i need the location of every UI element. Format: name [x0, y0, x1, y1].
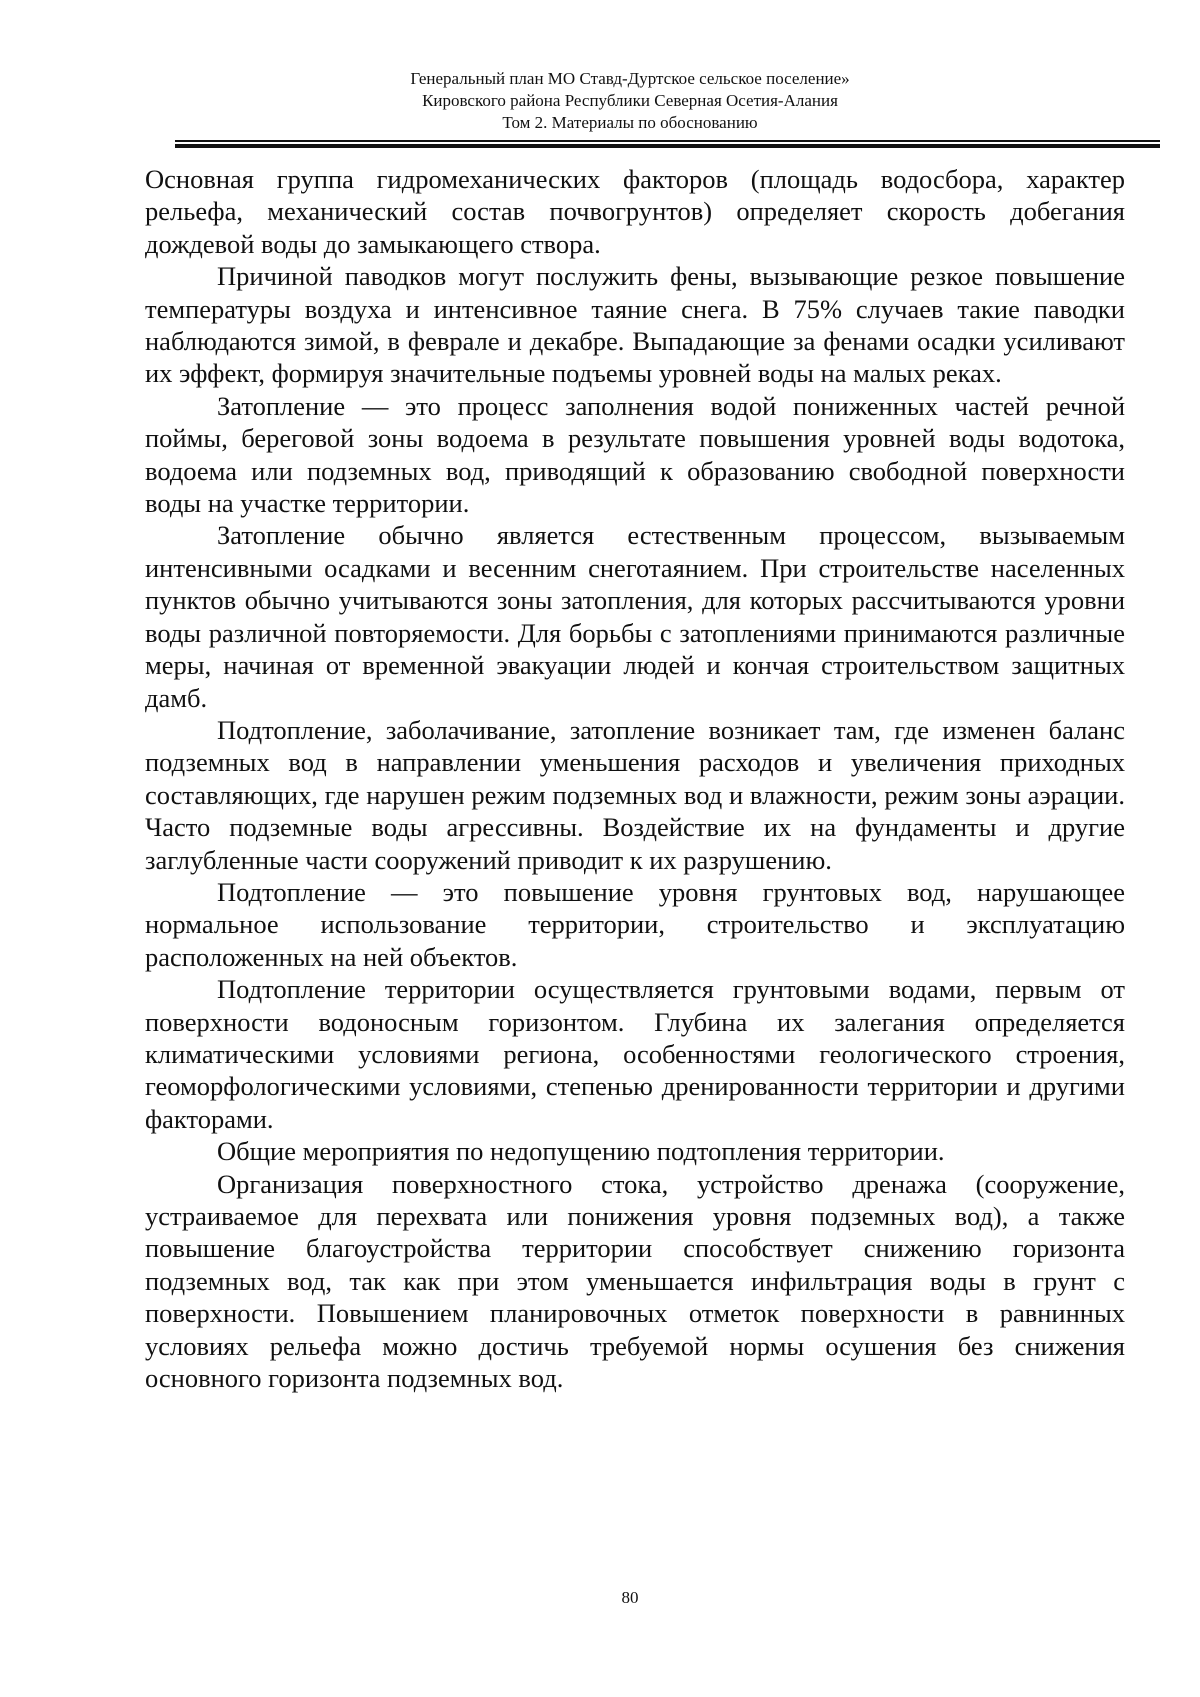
- paragraph-7: Подтопление территории осуществляется грунтовыми водами, первым от поверхности водоносным горизонтом. Глубина их залегания определяется климатическими условиями региона, особенностями геологического строения, геоморфологическими условиями, степенью дренированности территории и другими факторами.: [145, 974, 1125, 1134]
- header-double-rule: [175, 140, 1160, 148]
- paragraph-1: Основная группа гидромеханических факторов (площадь водосбора, характер рельефа, механический состав почвогрунтов) определяет скорость добегания дождевой воды до замыкающего створа.: [145, 164, 1125, 259]
- header-rule-thin: [175, 140, 1160, 142]
- header-title-line-3: Том 2. Материалы по обоснованию: [502, 113, 758, 132]
- paragraph-9: Организация поверхностного стока, устройство дренажа (сооружение, устраиваемое для перехвата или понижения уровня подземных вод), а также повышение благоустройства территории способствует снижению горизонта подземных вод, так как при этом уменьшается инфильтрация воды в грунт с поверхности. Повышением планировочных отметок поверхности в равнинных условиях рельефа можно достичь требуемой нормы осушения без снижения основного горизонта подземных вод.: [145, 1168, 1125, 1394]
- page-number: 80: [621, 1588, 639, 1607]
- paragraph-5: Подтопление, заболачивание, затопление возникает там, где изменен баланс подземных вод в направлении уменьшения расходов и увеличения приходных составляющих, где нарушен режим подземных вод и влажности, режим зоны аэрации. Часто подземные воды агрессивны. Воздействие их на фундаменты и другие заглубленные части сооружений приводит к их разрушению.: [145, 714, 1125, 875]
- paragraph-6: Подтопление — это повышение уровня грунтовых вод, нарушающее нормальное использование территории, строительство и эксплуатацию расположенных на ней объектов.: [145, 876, 1125, 972]
- paragraph-3: Затопление — это процесс заполнения водой пониженных частей речной поймы, береговой зоны водоема в результате повышения уровней воды водотока, водоема или подземных вод, приводящий к образованию свободной поверхности воды на участке территории.: [145, 390, 1125, 519]
- page-header: [0, 68, 1200, 134]
- header-title-line-2: Кировского района Республики Северная Осетия-Алания: [422, 91, 838, 110]
- body-text: [145, 163, 1125, 1394]
- header-title-line-1: Генеральный план МО Ставд-Дуртское сельское поселение»: [410, 69, 850, 88]
- paragraph-8: Общие мероприятия по недопущению подтопления территории.: [217, 1136, 945, 1167]
- paragraph-4: Затопление обычно является естественным процессом, вызываемым интенсивными осадками и весенним снеготаянием. При строительстве населенных пунктов обычно учитываются зоны затопления, для которых рассчитываются уровни воды различной повторяемости. Для борьбы с затоплениями принимаются различные меры, начиная от временной эвакуации людей и кончая строительством защитных дамб.: [145, 520, 1125, 713]
- header-rule-thick: [175, 144, 1160, 148]
- paragraph-2: Причиной паводков могут послужить фены, вызывающие резкое повышение температуры воздуха и интенсивное таяние снега. В 75% случаев такие паводки наблюдаются зимой, в феврале и декабре. Выпадающие за фенами осадки усиливают их эффект, формируя значительные подъемы уровней воды на малых реках.: [145, 261, 1125, 389]
